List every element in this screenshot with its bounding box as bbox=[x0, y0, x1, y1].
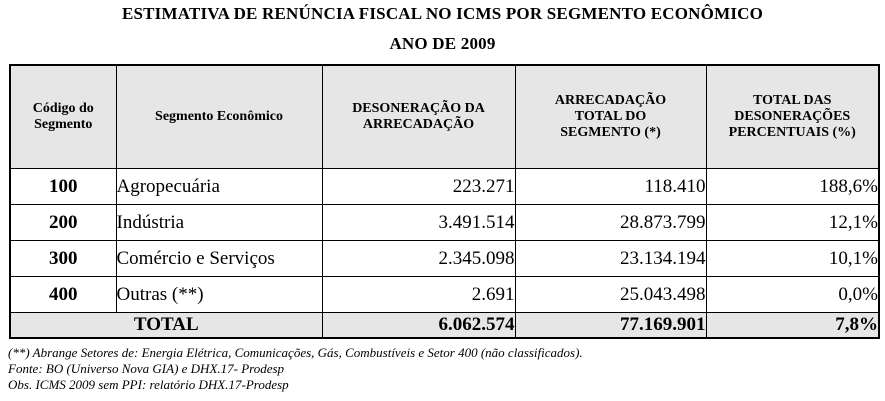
table-row bbox=[10, 241, 879, 277]
fiscal-renunciation-table bbox=[9, 64, 880, 339]
footnotes bbox=[8, 345, 583, 393]
total-desoneracao: 6.062.574 bbox=[322, 313, 515, 339]
header-codigo: Código do Segmento bbox=[10, 65, 116, 169]
cell-arrecadacao: 28.873.799 bbox=[515, 205, 706, 241]
total-label: TOTAL bbox=[10, 313, 322, 339]
cell-desoneracao: 2.691 bbox=[322, 277, 515, 313]
cell-arrecadacao: 118.410 bbox=[515, 169, 706, 205]
cell-codigo: 300 bbox=[10, 241, 116, 277]
cell-desoneracao: 223.271 bbox=[322, 169, 515, 205]
cell-percentual: 188,6% bbox=[706, 169, 879, 205]
footnote-obs: Obs. ICMS 2009 sem PPI: relatório DHX.17-Prodesp bbox=[8, 377, 289, 392]
footnote-abrange: (**) Abrange Setores de: Energia Elétrica, Comunicações, Gás, Combustíveis e Setor 400 (não classificados). bbox=[8, 345, 583, 360]
page-subtitle-year: ANO DE 2009 bbox=[389, 34, 496, 53]
cell-segmento: Indústria bbox=[116, 205, 322, 241]
table-total-row bbox=[10, 313, 879, 339]
header-segmento: Segmento Econômico bbox=[116, 65, 322, 169]
cell-percentual: 0,0% bbox=[706, 277, 879, 313]
cell-arrecadacao: 23.134.194 bbox=[515, 241, 706, 277]
cell-codigo: 400 bbox=[10, 277, 116, 313]
cell-codigo: 200 bbox=[10, 205, 116, 241]
header-desoneracao: DESONERAÇÃO DA ARRECADAÇÃO bbox=[322, 65, 515, 169]
cell-segmento: Agropecuária bbox=[116, 169, 322, 205]
cell-desoneracao: 2.345.098 bbox=[322, 241, 515, 277]
table-row bbox=[10, 205, 879, 241]
page-title: ESTIMATIVA DE RENÚNCIA FISCAL NO ICMS POR SEGMENTO ECONÔMICO bbox=[121, 4, 764, 23]
total-arrecadacao: 77.169.901 bbox=[515, 313, 706, 339]
table-row bbox=[10, 277, 879, 313]
cell-segmento: Outras (**) bbox=[116, 277, 322, 313]
footnote-fonte: Fonte: BO (Universo Nova GIA) e DHX.17- Prodesp bbox=[8, 361, 285, 376]
header-arrecadacao: ARRECADAÇÃO TOTAL DO SEGMENTO (*) bbox=[515, 65, 706, 169]
cell-codigo: 100 bbox=[10, 169, 116, 205]
cell-percentual: 12,1% bbox=[706, 205, 879, 241]
total-percentual: 7,8% bbox=[706, 313, 879, 339]
table-row bbox=[10, 169, 879, 205]
cell-arrecadacao: 25.043.498 bbox=[515, 277, 706, 313]
table-header-row bbox=[10, 65, 879, 169]
cell-segmento: Comércio e Serviços bbox=[116, 241, 322, 277]
cell-percentual: 10,1% bbox=[706, 241, 879, 277]
header-percentual: TOTAL DAS DESONERAÇÕES PERCENTUAIS (%) bbox=[706, 65, 879, 169]
cell-desoneracao: 3.491.514 bbox=[322, 205, 515, 241]
